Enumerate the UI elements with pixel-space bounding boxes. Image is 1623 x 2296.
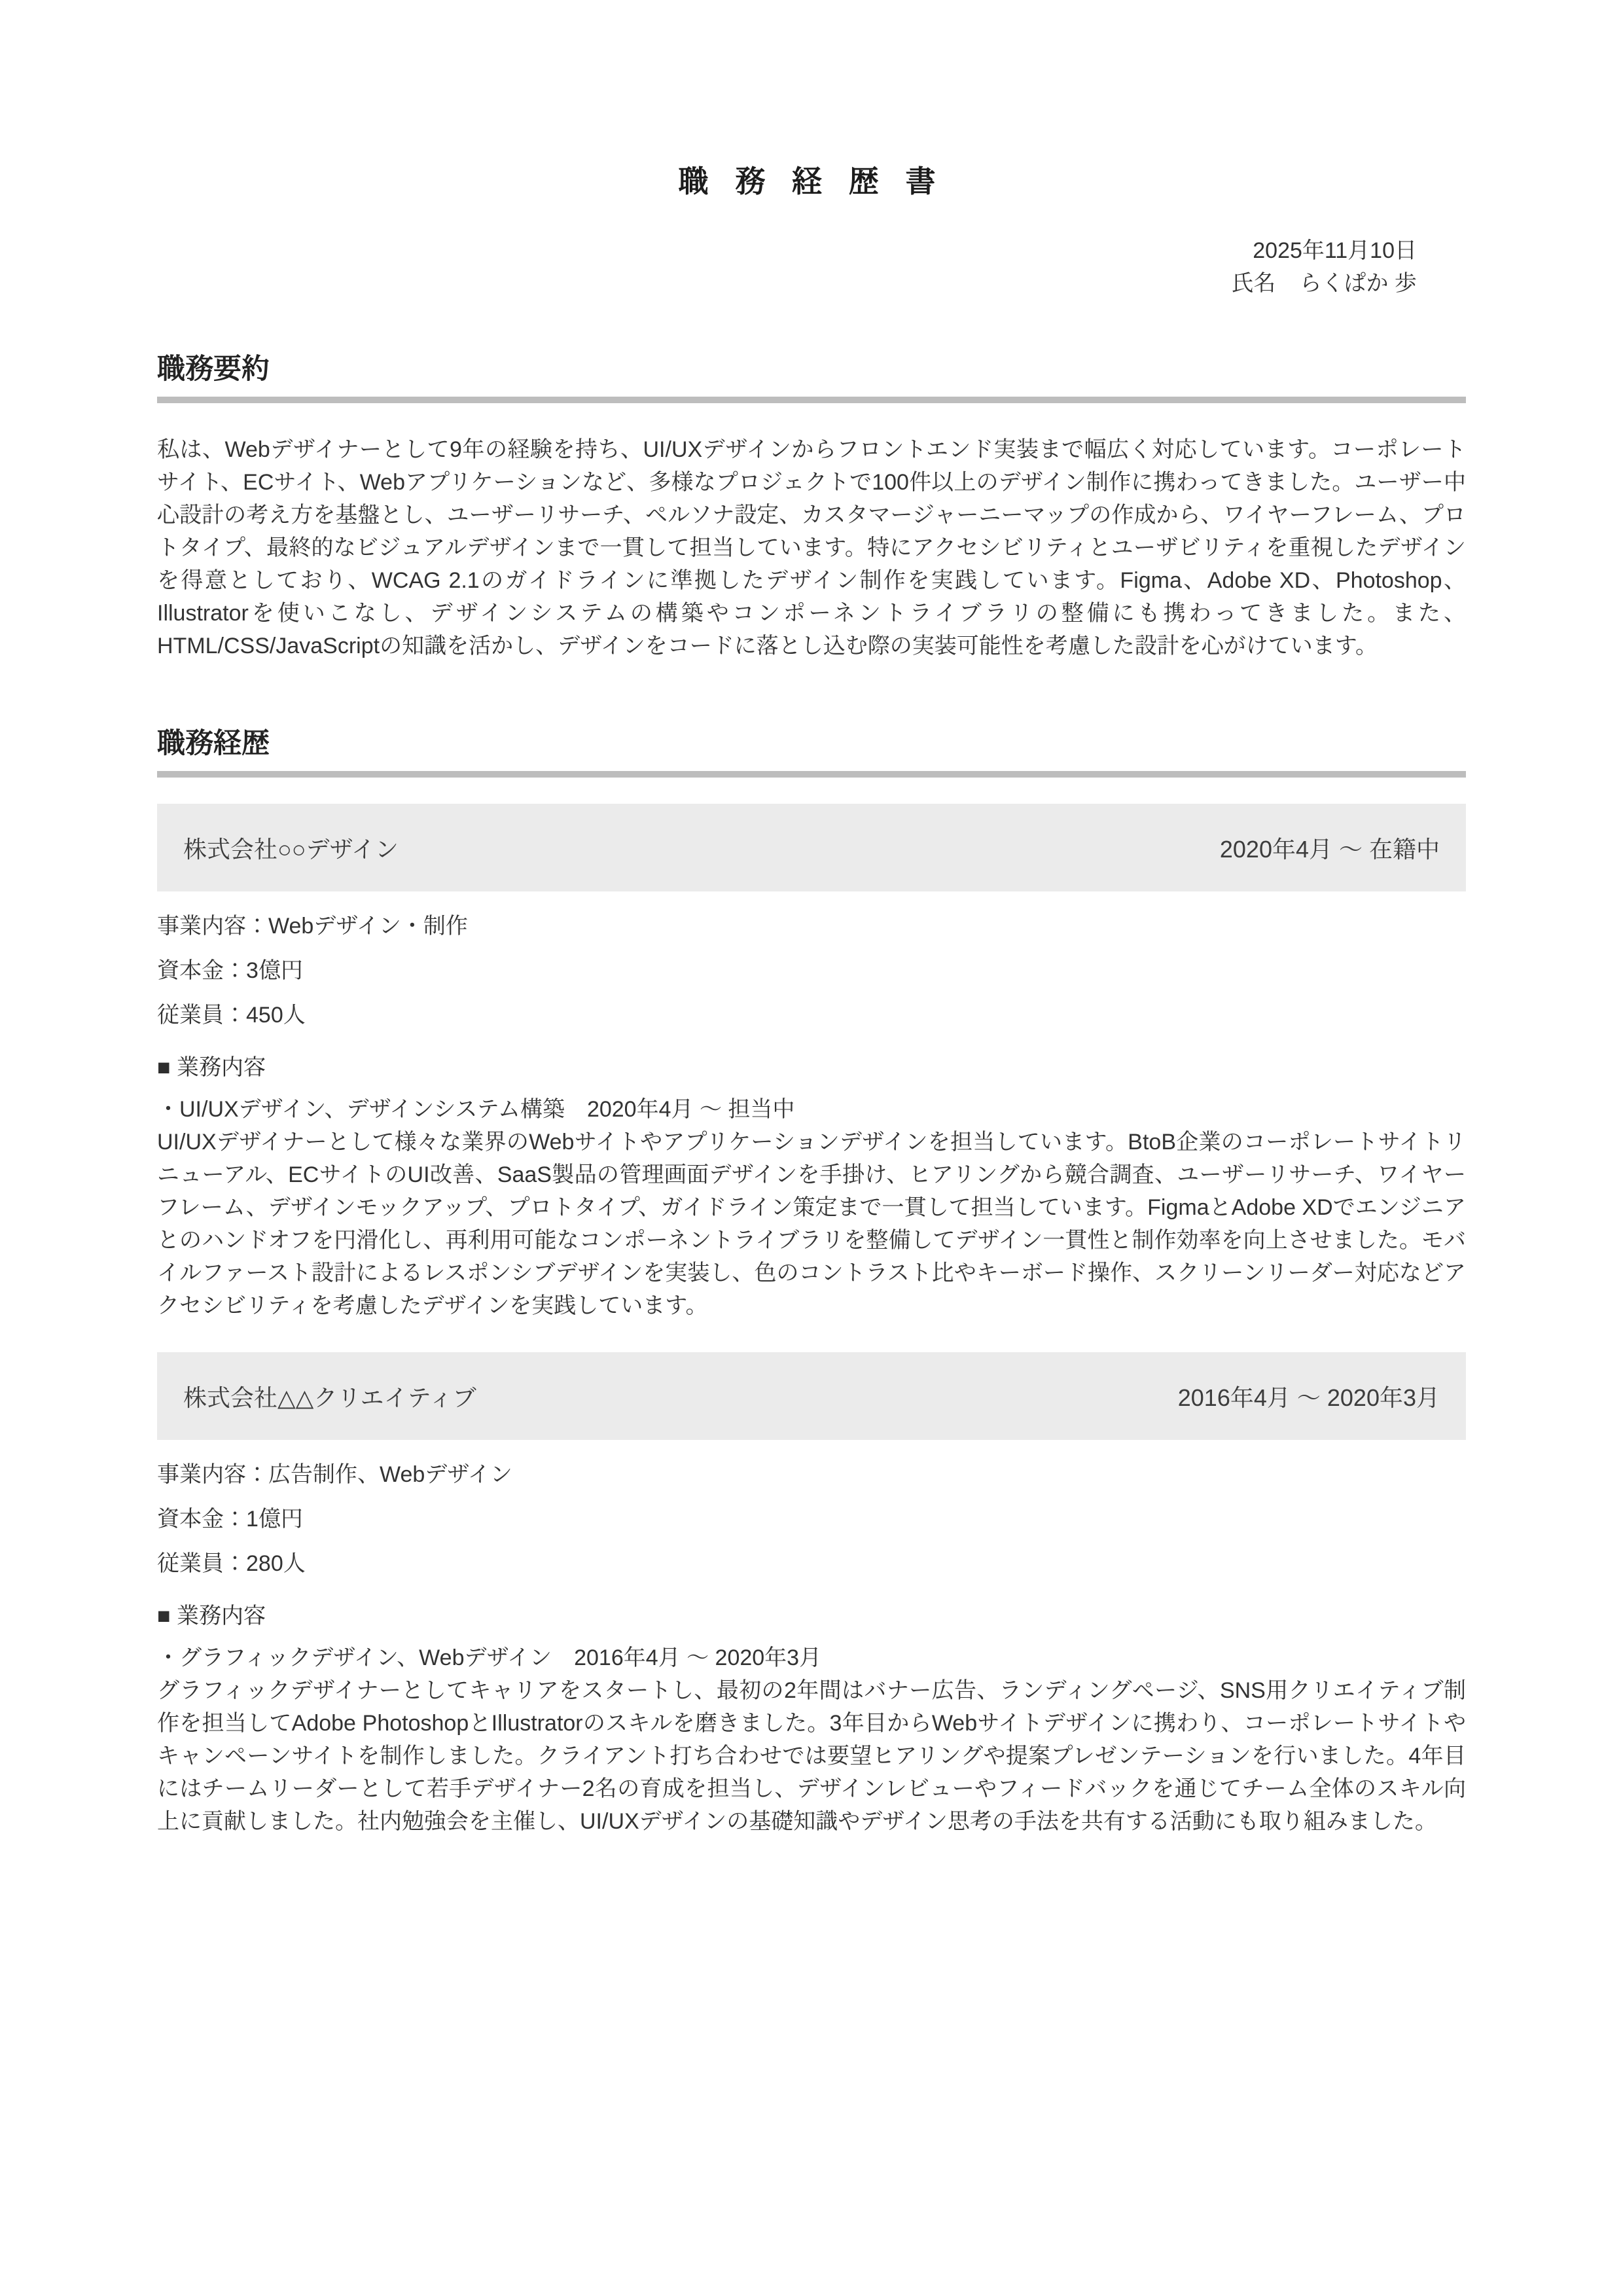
company-name: 株式会社○○デザイン	[183, 835, 399, 863]
company-employees: 従業員：450人	[157, 1003, 306, 1028]
document-date: 2025年11月10日	[1253, 238, 1417, 263]
duties-block	[157, 1051, 1466, 1322]
role-line: ・グラフィックデザイン、Webデザイン 2016年4月 〜 2020年3月	[157, 1645, 822, 1670]
company-details	[157, 1458, 1466, 1580]
history-heading: 職務経歴	[157, 728, 270, 759]
duties-heading: ■ 業務内容	[157, 1055, 266, 1080]
company-period: 2016年4月 〜 2020年3月	[1177, 1384, 1440, 1411]
duties-description: UI/UXデザイナーとして様々な業界のWebサイトやアプリケーションデザインを担当しています。BtoB企業のコーポレートサイトリニューアル、ECサイトのUI改善、SaaS製品の管理画面デザインを手掛け、ヒアリングから競合調査、ユーザーリサーチ、ワイヤーフレーム、デザインモックアップ、プロトタイプ、ガイドライン策定まで一貫して担当しています。FigmaとAdobe XDでエンジニアとのハンドオフを円滑化し、再利用可能なコンポーネントライブラリを整備してデザイン一貫性と制作効率を向上させました。モバイルファースト設計によるレスポンシブデザインを実装し、色のコントラスト比やキーボード操作、スクリーンリーダー対応などアクセシビリティを考慮したデザインを実践しています。	[157, 1130, 1466, 1318]
company-capital: 資本金：1億円	[157, 1507, 303, 1532]
company-employees: 従業員：280人	[157, 1551, 306, 1576]
section-divider	[157, 771, 1466, 778]
company-details	[157, 910, 1466, 1031]
page-title: 職 務 経 歴 書	[678, 164, 945, 198]
applicant-name: らくぱか 歩	[1299, 271, 1417, 296]
history-section	[157, 725, 1466, 1838]
summary-section	[157, 351, 1466, 662]
duties-heading: ■ 業務内容	[157, 1604, 266, 1628]
company-entry	[157, 1352, 1466, 1838]
company-entry	[157, 804, 1466, 1322]
section-divider	[157, 397, 1466, 403]
summary-heading: 職務要約	[157, 353, 270, 385]
company-period: 2020年4月 〜 在籍中	[1219, 835, 1440, 863]
company-business: 事業内容：広告制作、Webデザイン	[157, 1462, 512, 1487]
company-name: 株式会社△△クリエイティブ	[183, 1384, 476, 1411]
duties-block	[157, 1600, 1466, 1838]
summary-body: 私は、Webデザイナーとして9年の経験を持ち、UI/UXデザインからフロントエンド実装まで幅広く対応しています。コーポレートサイト、ECサイト、Webアプリケーションなど、多様なプロジェクトで100件以上のデザイン制作に携わってきました。ユーザー中心設計の考え方を基盤とし、ユーザーリサーチ、ペルソナ設定、カスタマージャーニーマップの作成から、ワイヤーフレーム、プロトタイプ、最終的なビジュアルデザインまで一貫して担当しています。特にアクセシビリティとユーザビリティを重視したデザインを得意としており、WCAG 2.1のガイドラインに準拠したデザイン制作を実践しています。Figma、Adobe XD、Photoshop、Illustratorを使いこなし、デザインシステムの構築やコンポーネントライブラリの整備にも携わってきました。また、HTML/CSS/JavaScriptの知識を活かし、デザインをコードに落とし込む際の実装可能性を考慮した設計を心がけています。	[157, 437, 1466, 658]
company-business: 事業内容：Webデザイン・制作	[157, 914, 468, 939]
role-line: ・UI/UXデザイン、デザインシステム構築 2020年4月 〜 担当中	[157, 1097, 795, 1122]
name-label: 氏名	[1231, 271, 1276, 296]
applicant-name-line	[157, 267, 1417, 300]
company-capital: 資本金：3億円	[157, 958, 303, 983]
company-header	[157, 804, 1466, 891]
company-header	[157, 1352, 1466, 1440]
duties-description: グラフィックデザイナーとしてキャリアをスタートし、最初の2年間はバナー広告、ランディングページ、SNS用クリエイティブ制作を担当してAdobe PhotoshopとIllustratorのスキルを磨きました。3年目からWebサイトデザインに携わり、コーポレートサイトやキャンペーンサイトを制作しました。クライアント打ち合わせでは要望ヒアリングや提案プレゼンテーションを行いました。4年目にはチームリーダーとして若手デザイナー2名の育成を担当し、デザインレビューやフィードバックを通じてチーム全体のスキル向上に貢献しました。社内勉強会を主催し、UI/UXデザインの基礎知識やデザイン思考の手法を共有する活動にも取り組みました。	[157, 1678, 1466, 1834]
document-meta	[157, 234, 1466, 300]
